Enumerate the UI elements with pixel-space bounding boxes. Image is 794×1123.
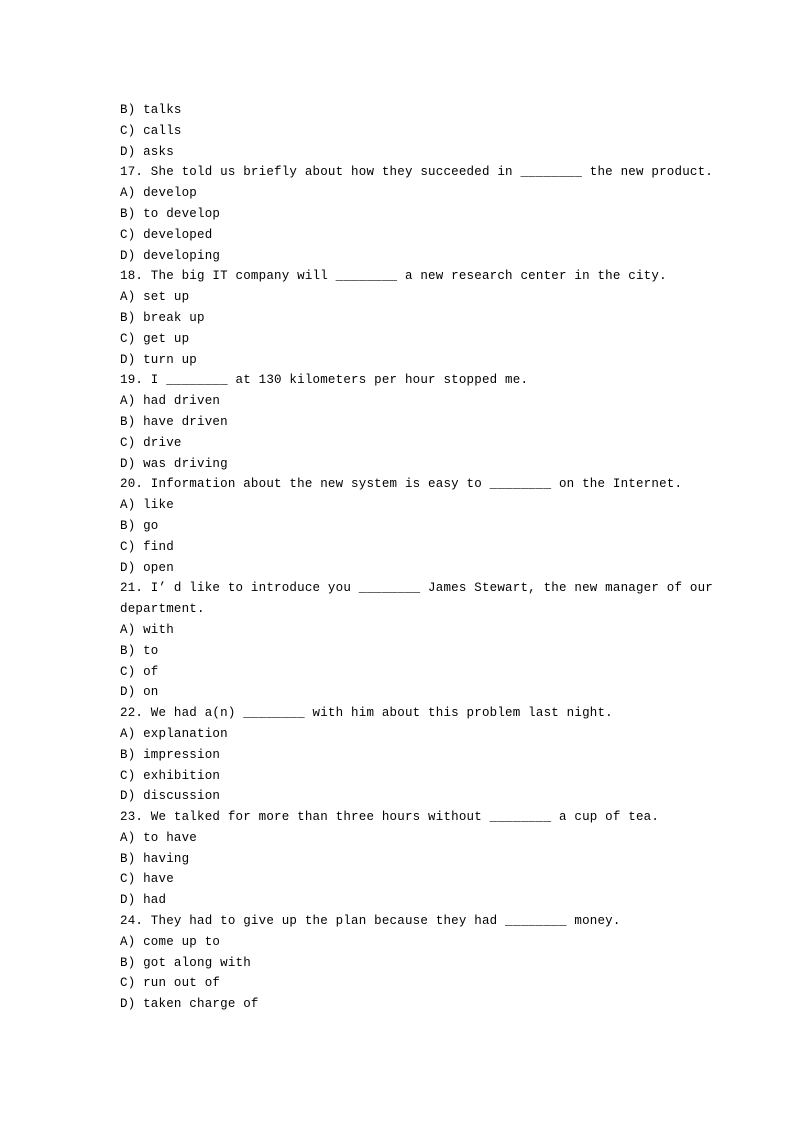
option-line: A) like <box>120 498 174 513</box>
option-line: B) go <box>120 518 159 533</box>
option-line: D) taken charge of <box>120 997 259 1012</box>
question-line: 19. I ________ at 130 kilometers per hour stopped me. <box>120 373 529 388</box>
option-line: B) to develop <box>120 206 221 221</box>
option-line: C) calls <box>120 123 182 138</box>
question-line: 20. Information about the new system is easy to ________ on the Internet. <box>120 477 683 492</box>
option-line: A) come up to <box>120 934 221 949</box>
option-line: B) impression <box>120 747 221 762</box>
option-line: A) develop <box>120 186 198 201</box>
option-line: B) talks <box>120 103 182 117</box>
option-line: C) developed <box>120 227 213 242</box>
question-line: 23. We talked for more than three hours without ________ a cup of tea. <box>120 810 660 825</box>
question-line: 18. The big IT company will ________ a new research center in the city. <box>120 269 667 284</box>
option-line: A) with <box>120 622 174 637</box>
option-line: B) having <box>120 851 190 866</box>
option-line: D) developing <box>120 248 221 263</box>
option-line: B) have driven <box>120 414 228 429</box>
option-line: C) exhibition <box>120 768 221 783</box>
question-line: 24. They had to give up the plan because they had ________ money. <box>120 914 621 929</box>
question-line: 22. We had a(n) ________ with him about this problem last night. <box>120 706 613 721</box>
option-line: B) got along with <box>120 955 251 970</box>
option-line: C) drive <box>120 435 182 450</box>
option-line: D) was driving <box>120 456 228 471</box>
option-line: C) have <box>120 872 174 887</box>
option-line: D) discussion <box>120 789 221 804</box>
test-question-list <box>120 100 740 1015</box>
option-line: C) get up <box>120 331 190 346</box>
option-line: D) on <box>120 685 159 700</box>
option-line: A) set up <box>120 290 190 305</box>
option-line: A) had driven <box>120 394 221 409</box>
option-line: A) explanation <box>120 726 228 741</box>
option-line: D) asks <box>120 144 174 159</box>
option-line: C) run out of <box>120 976 221 991</box>
option-line: B) to <box>120 643 159 658</box>
option-line: C) of <box>120 664 159 679</box>
question-line: 21. I’ d like to introduce you ________ James Stewart, the new manager of our <box>120 581 713 596</box>
option-line: D) had <box>120 893 167 908</box>
option-line: D) turn up <box>120 352 198 367</box>
option-line: B) break up <box>120 310 205 325</box>
option-line: C) find <box>120 539 174 554</box>
option-line: D) open <box>120 560 174 575</box>
question-line: 17. She told us briefly about how they succeeded in ________ the new product. <box>120 165 713 180</box>
question-continuation-line: department. <box>120 602 205 617</box>
option-line: A) to have <box>120 830 198 845</box>
